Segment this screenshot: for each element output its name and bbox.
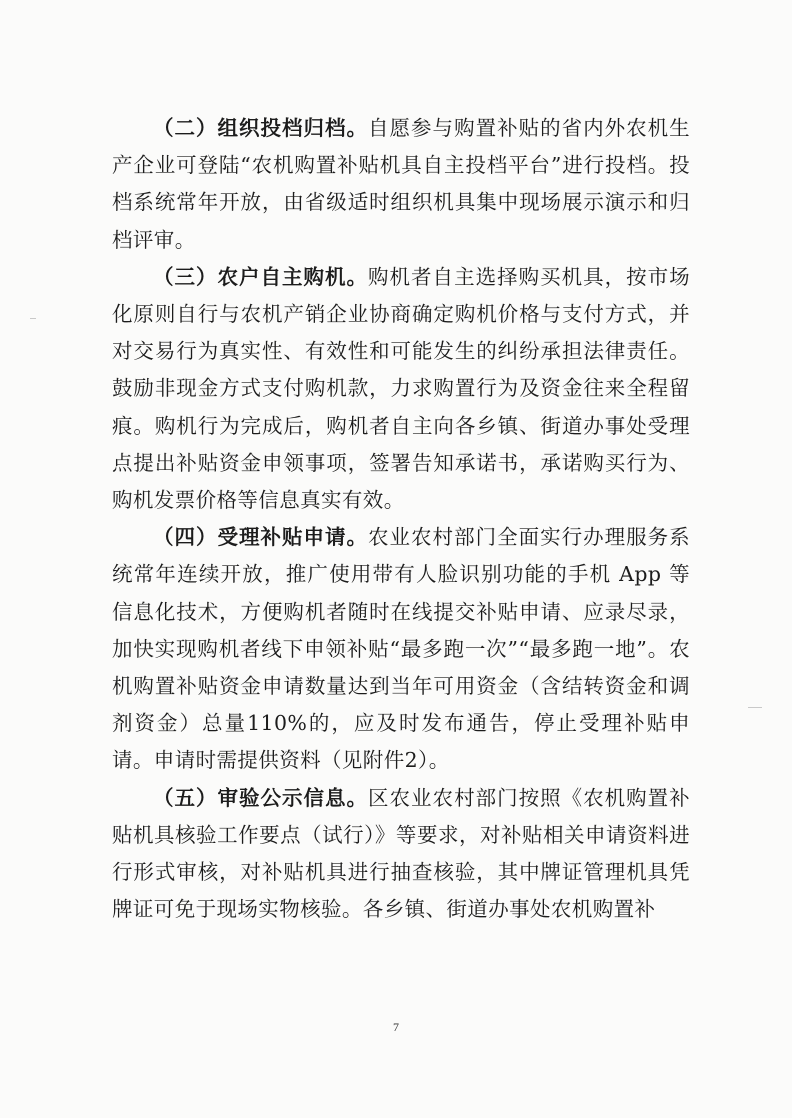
scan-mark [748,707,762,708]
scan-mark [30,318,36,319]
section-heading: （四）受理补贴申请。 [153,525,369,550]
section-heading: （五）审验公示信息。 [153,785,369,810]
section-heading: （二）组织投档归档。 [153,116,369,140]
section-body: 农业农村部门全面实行办理服务系统常年连续开放，推广使用带有人脸识别功能的手机 App 等信息化技术，方便购机者随时在线提交补贴申请、应录尽录，加快实现购机者线下申领补贴“最多跑一次”“最多跑一地”。农机购置补贴资金申请数量达到当年可用资金（含结转资金和调剂资金）总量110%的，应及时发布通告，停止受理补贴申请。申请时需提供资料（见附件2）。 [112,525,691,773]
document-body [112,110,690,928]
section-body: 区农业农村部门按照《农机购置补贴机具核验工作要点（试行）》等要求，对补贴相关申请资料进行形式审核，对补贴机具进行抽查核验，其中牌证管理机具凭牌证可免于现场实物核验。各乡镇、街道办事处农机购置补 [112,785,691,922]
paragraph-section-4 [112,519,690,779]
paragraph-section-5 [112,780,690,929]
section-body: 自愿参与购置补贴的省内外农机生产企业可登陆“农机购置补贴机具自主投档平台”进行投档。投档系统常年开放，由省级适时组织机具集中现场展示演示和归档评审。 [112,116,691,252]
section-heading: （三）农户自主购机。 [153,264,369,289]
paragraph-section-2 [112,110,690,259]
section-body: 购机者自主选择购买机具，按市场化原则自行与农机产销企业协商确定购机价格与支付方式，并对交易行为真实性、有效性和可能发生的纠纷承担法律责任。鼓励非现金方式支付购机款，力求购置行为及资金往来全程留痕。购机行为完成后，购机者自主向各乡镇、街道办事处受理点提出补贴资金申领事项，签署告知承诺书，承诺购买行为、购机发票价格等信息真实有效。 [112,264,691,513]
paragraph-section-3 [112,259,690,519]
page-number: 7 [393,1020,399,1034]
